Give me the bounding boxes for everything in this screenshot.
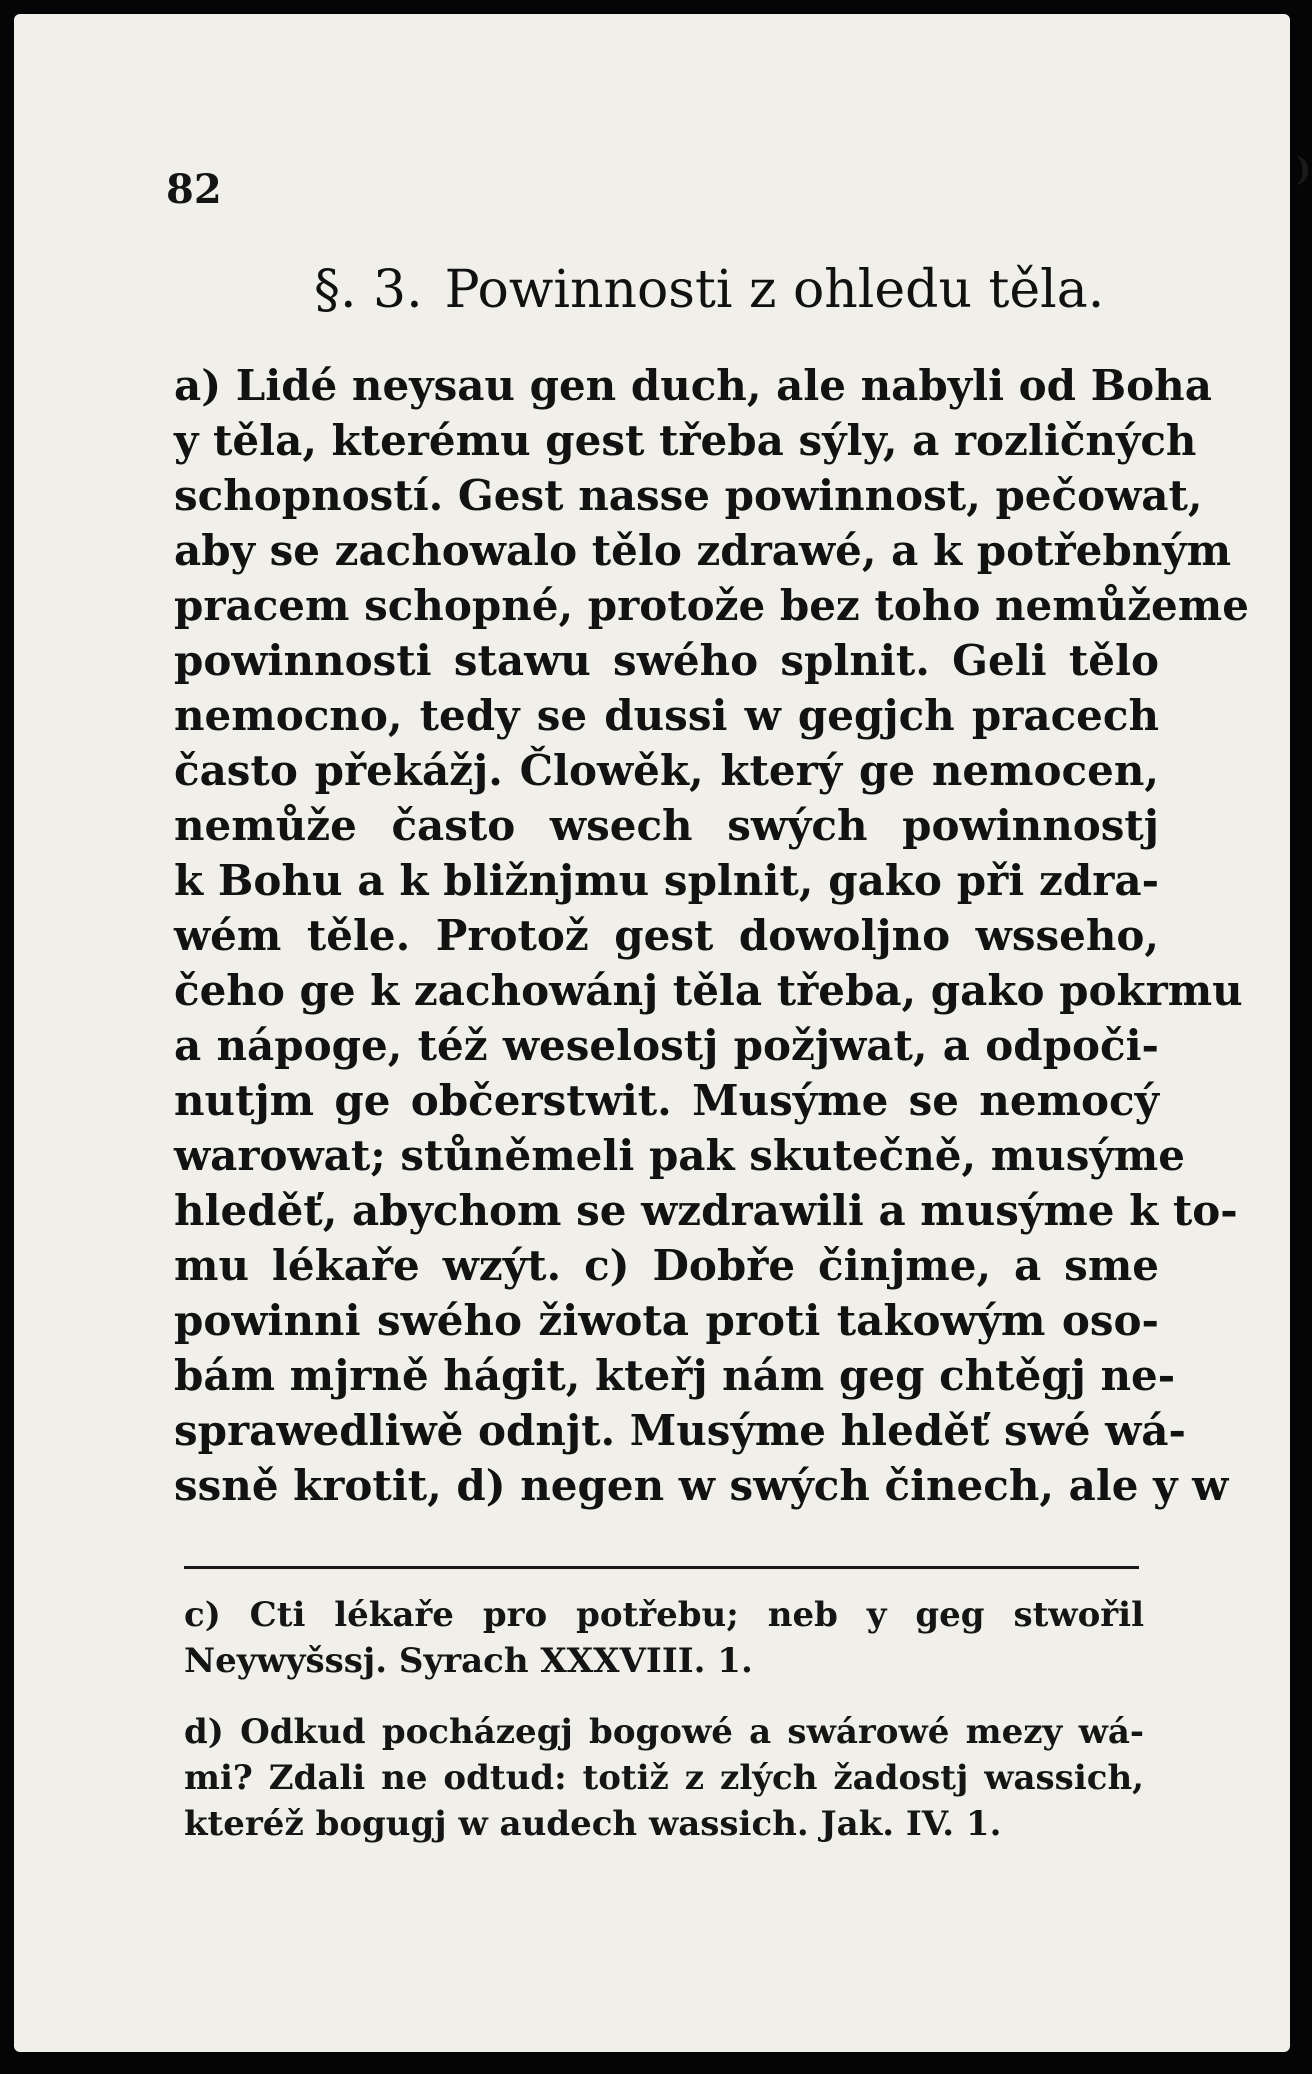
text-line: wém těle. Protož gest dowoljno wsseho, bbox=[174, 911, 1159, 960]
footnote-line: kteréž bogugj w audech wassich. Jak. IV. 1. bbox=[184, 1804, 1002, 1844]
section-heading bbox=[314, 260, 1134, 320]
footnote-line: c) Cti lékaře pro potřebu; neb y geg stwořil bbox=[184, 1595, 1144, 1635]
section-title: Powinnosti z ohledu těla. bbox=[444, 260, 1105, 320]
page-edge-mark: ) bbox=[1296, 150, 1312, 188]
footnote-c bbox=[184, 1592, 1144, 1684]
text-line: a) Lidé neysau gen duch, ale nabyli od Boha bbox=[174, 361, 1212, 410]
text-line: powinni swého žiwota proti takowým oso- bbox=[174, 1296, 1159, 1345]
text-line: bám mjrně hágit, kteřj nám geg chtěgj ne- bbox=[174, 1351, 1176, 1400]
text-line: aby se zachowalo tělo zdrawé, a k potřebným bbox=[174, 526, 1232, 575]
text-line: a nápoge, též weselostj požjwat, a odpoči- bbox=[174, 1021, 1159, 1070]
book-page bbox=[14, 14, 1290, 2052]
footnote-d bbox=[184, 1709, 1144, 1847]
page-number: 82 bbox=[166, 166, 222, 213]
text-line: hleděť, abychom se wzdrawili a musýme k to- bbox=[174, 1186, 1238, 1235]
footnote-line: Neywyšssj. Syrach XXXVIII. 1. bbox=[184, 1641, 753, 1681]
text-line: nemůže často wsech swých powinnostj bbox=[174, 801, 1159, 850]
text-line: čeho ge k zachowánj těla třeba, gako pokrmu bbox=[174, 966, 1243, 1015]
text-line: warowat; stůněmeli pak skutečně, musýme bbox=[174, 1131, 1185, 1180]
main-text bbox=[174, 358, 1249, 1513]
text-line: mu lékaře wzýt. c) Dobře činjme, a sme bbox=[174, 1241, 1159, 1290]
text-line: často překážj. Člowěk, který ge nemocen, bbox=[174, 746, 1159, 795]
text-line: ssně krotit, d) negen w swých činech, ale y w bbox=[174, 1461, 1229, 1510]
text-line: nutjm ge občerstwit. Musýme se nemocý bbox=[174, 1076, 1159, 1125]
footnote-line: mi? Zdali ne odtud: totiž z zlých žadostj wassich, bbox=[184, 1758, 1144, 1798]
text-line: powinnosti stawu swého splnit. Geli tělo bbox=[174, 636, 1159, 685]
text-line: k Bohu a k bližnjmu splnit, gako při zdra- bbox=[174, 856, 1159, 905]
text-line: schopností. Gest nasse powinnost, pečowat, bbox=[174, 471, 1203, 520]
section-number: §. 3. bbox=[314, 260, 423, 320]
footnote-line: d) Odkud pocházegj bogowé a swárowé mezy wá- bbox=[184, 1712, 1144, 1752]
text-line: nemocno, tedy se dussi w gegjch pracech bbox=[174, 691, 1159, 740]
text-line: y těla, kterému gest třeba sýly, a rozličných bbox=[174, 416, 1197, 465]
text-line: pracem schopné, protože bez toho nemůžeme bbox=[174, 581, 1249, 630]
footnote-divider bbox=[184, 1566, 1139, 1569]
text-line: sprawedliwě odnjt. Musýme hleděť swé wá- bbox=[174, 1406, 1186, 1455]
